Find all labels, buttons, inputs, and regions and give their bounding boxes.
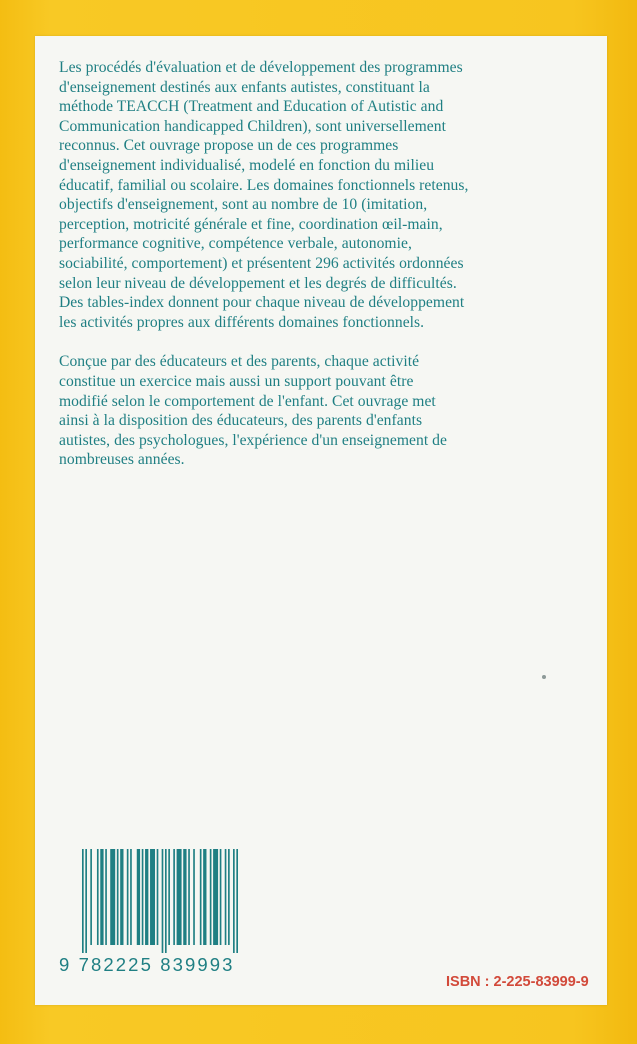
description-paragraph-1: Les procédés d'évaluation et de développement des programmes d'enseignement destinés aux enfants autistes, constituant la méthode TEACCH (Treatment and Education of Autistic and Communication handicapped Children), sont universellement reconnus. Cet ouvrage propose un de ces programmes d'enseignement individualisé, modelé en fonction du milieu éducatif, familial ou scolaire. Les domaines fonctionnels retenus, objectifs d'enseignement, sont au nombre de 10 (imitation, perception, motricité générale et fine, coordination œil-main, performance cognitive, compétence verbale, autonomie, sociabilité, comportement) et présentent 296 activités ordonnées selon leur niveau de développement et les degrés de difficultés. Des tables-index donnent pour chaque niveau de développement les activités propres aux différents domaines fonctionnels. — [59, 59, 469, 331]
text-panel — [35, 36, 607, 1005]
barcode-bar — [105, 849, 107, 945]
barcode-bar — [200, 849, 202, 945]
barcode-bar — [150, 849, 155, 945]
barcode-bar — [162, 849, 164, 953]
barcode-bar — [225, 849, 227, 945]
barcode-bar — [220, 849, 222, 945]
barcode-bar — [110, 849, 115, 945]
barcode-bar — [145, 849, 148, 945]
barcode-bar — [188, 849, 190, 945]
barcode-bar — [236, 849, 238, 953]
barcode-bar — [168, 849, 170, 945]
barcode — [82, 849, 238, 953]
barcode-bar — [210, 849, 212, 945]
barcode-bar — [82, 849, 84, 953]
description-text — [59, 58, 589, 490]
barcode-bar — [233, 849, 235, 953]
barcode-bar — [142, 849, 144, 945]
barcode-bar — [130, 849, 132, 945]
barcode-bar — [177, 849, 182, 945]
barcode-number: 9 782225 839993 — [59, 954, 235, 975]
barcode-bar — [90, 849, 92, 945]
barcode-bar — [85, 849, 87, 953]
barcode-bar — [97, 849, 99, 945]
barcode-bar — [137, 849, 140, 945]
barcode-bar — [120, 849, 123, 945]
barcode-bar — [203, 849, 206, 945]
barcode-bar — [117, 849, 119, 945]
barcode-bar — [100, 849, 103, 945]
barcode-bar — [213, 849, 218, 945]
description-paragraph-2: Conçue par des éducateurs et des parents, chaque activité constitue un exercice mais aussi un support pouvant être modifié selon le comportement de l'enfant. Cet ouvrage met ainsi à la disposition des éducateurs, des parents d'enfants autistes, des psychologues, l'expérience d'un enseignement de nombreuses années. — [59, 353, 448, 469]
barcode-bar — [127, 849, 129, 945]
barcode-bar — [228, 849, 230, 945]
barcode-bar — [183, 849, 186, 945]
barcode-bar — [165, 849, 167, 953]
barcode-bar — [157, 849, 159, 945]
barcode-bar — [193, 849, 195, 945]
print-speck — [542, 675, 546, 679]
isbn-label: ISBN : 2-225-83999-9 — [446, 974, 589, 990]
barcode-bar — [173, 849, 175, 945]
